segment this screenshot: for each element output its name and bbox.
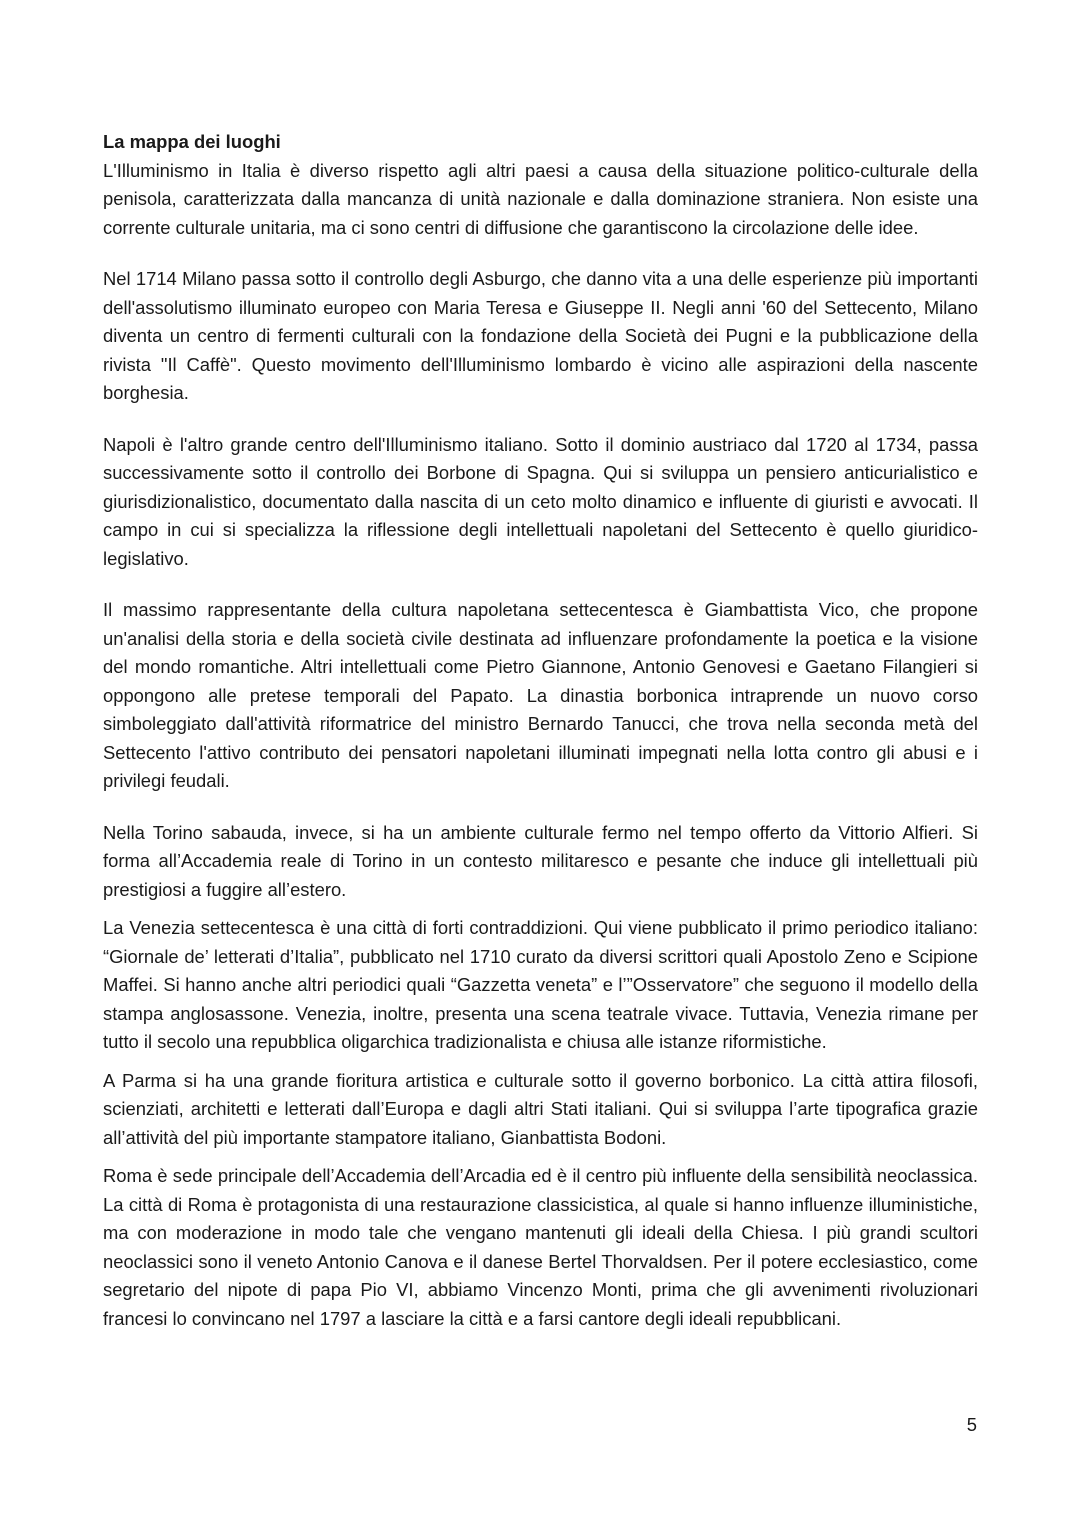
paragraph-parma: A Parma si ha una grande fioritura artistica e culturale sotto il governo borbonico. La città attira filosofi, scienziati, architetti e letterati dall’Europa e dagli altri Stati italiani. Qui si sviluppa l’arte tipografica grazie all’attività del più importante stampatore italiano, Gianbattista Bodoni. [103, 1069, 978, 1148]
paragraph-intro: L'Illuminismo in Italia è diverso rispetto agli altri paesi a causa della situazione politico-culturale della penisola, caratterizzata dalla mancanza di unità nazionale e dalla dominazione straniera. Non esiste una corrente culturale unitaria, ma ci sono centri di diffusione che garantiscono la circolazione delle idee. [103, 159, 978, 238]
paragraph-venezia: La Venezia settecentesca è una città di forti contraddizioni. Qui viene pubblicato il primo periodico italiano: “Giornale de’ letterati d’Italia”, pubblicato nel 1710 curato da diversi scrittori quali Apostolo Zeno e Scipione Maffei. Si hanno anche altri periodici quali “Gazzetta veneta” e l’”Osservatore” che seguono il modello della stampa anglosassone. Venezia, inoltre, presenta una scena teatrale vivace. Tuttavia, Venezia rimane per tutto il secolo una repubblica oligarchica tradizionalista e chiusa alle istanze riformistiche. [103, 917, 978, 1052]
paragraph-napoli: Napoli è l'altro grande centro dell'Illuminismo italiano. Sotto il dominio austriaco dal 1720 al 1734, passa successivamente sotto il controllo dei Borbone di Spagna. Qui si sviluppa un pensiero anticurialistico e giurisdizionalistico, documentato dalla nascita di un ceto molto dinamico e influente di giuristi e avvocati. Il campo in cui si specializza la riflessione degli intellettuali napoletani del Settecento è quello giuridico-legislativo. [103, 433, 978, 569]
paragraph-milano: Nel 1714 Milano passa sotto il controllo degli Asburgo, che danno vita a una delle esperienze più importanti dell'assolutismo illuminato europeo con Maria Teresa e Giuseppe II. Negli anni '60 del Settecento, Milano diventa un centro di fermenti culturali con la fondazione della Società dei Pugni e la pubblicazione della rivista "Il Caffè". Questo movimento dell'Illuminismo lombardo è vicino alle aspirazioni della nascente borghesia. [103, 268, 978, 403]
paragraph-vico: Il massimo rappresentante della cultura napoletana settecentesca è Giambattista Vico, che propone un'analisi della storia e della società civile destinata ad influenzare profondamente la poetica e la visione del mondo romantiche. Altri intellettuali come Pietro Giannone, Antonio Genovesi e Gaetano Filangieri si oppongono alle pretese temporali del Papato. La dinastia borbonica intraprende un nuovo corso simboleggiato dall'attività riformatrice del ministro Bernardo Tanucci, che trova nella seconda metà del Settecento l'attivo contributo dei pensatori napoletani illuminati impegnati nella lotta contro gli abusi e i privilegi feudali. [103, 599, 978, 791]
paragraph-roma: Roma è sede principale dell’Accademia dell’Arcadia ed è il centro più influente della sensibilità neoclassica. La città di Roma è protagonista di una restaurazione classicistica, al quale si hanno influenze illuministiche, ma con moderazione in modo tale che vengano mantenuti gli ideali della Chiesa. I più grandi scultori neoclassici sono il veneto Antonio Canova e il danese Bertel Thorvaldsen. Per il potere ecclesiastico, come segretario del nipote di papa Pio VI, abbiamo Vincenzo Monti, prima che gli avvenimenti rivoluzionari francesi lo convincano nel 1797 a lasciare la città e a farsi cantore degli ideali repubblicani. [103, 1165, 978, 1329]
page-number: 5 [966, 1414, 977, 1435]
section-title: La mappa dei luoghi [103, 131, 281, 152]
paragraph-torino: Nella Torino sabauda, invece, si ha un ambiente culturale fermo nel tempo offerto da Vittorio Alfieri. Si forma all’Accademia reale di Torino in un contesto militaresco e pesante che induce gli intellettuali più prestigiosi a fuggire all’estero. [103, 821, 978, 900]
document-page [103, 128, 978, 1333]
